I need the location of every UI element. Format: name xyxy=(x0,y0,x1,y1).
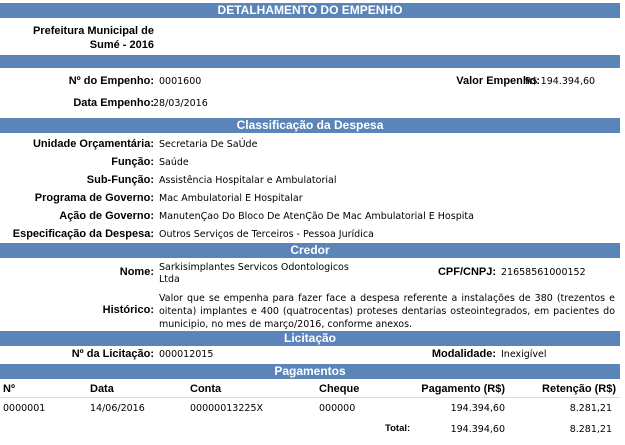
page-title-bar xyxy=(0,3,620,18)
empenho-date-label: Data Empenho: xyxy=(73,97,154,109)
empenho-date-value: 28/03/2016 xyxy=(153,98,208,109)
empenho-amount-value: R$ 194.394,60 xyxy=(525,76,596,87)
section-header-pagamentos xyxy=(0,364,620,379)
cell-cheque: 000000 xyxy=(319,403,356,414)
section-divider-bar xyxy=(0,55,620,68)
empenho-number-value: 0001600 xyxy=(159,76,202,87)
empenho-amount-label: Valor Empenho: xyxy=(456,75,540,87)
cell-pagamento: 194.394,60 xyxy=(450,403,505,414)
class-row-value: Saúde xyxy=(159,157,189,168)
table-header-pagamento: Pagamento (R$) xyxy=(421,383,505,395)
total-retencao: 8.281,21 xyxy=(569,424,612,435)
class-row-value: Assistência Hospitalar e Ambulatorial xyxy=(159,175,337,186)
creditor-name-line2: Ltda xyxy=(159,274,180,285)
section-header-licitacao xyxy=(0,331,620,346)
class-row-label: Programa de Governo: xyxy=(34,192,154,204)
creditor-history-label: Histórico: xyxy=(102,304,154,316)
table-header-cheque: Cheque xyxy=(319,383,360,395)
creditor-cpf-label: CPF/CNPJ: xyxy=(437,266,496,278)
bidding-number-value: 000012015 xyxy=(159,349,214,360)
class-row-label: Unidade Orçamentária: xyxy=(32,138,154,150)
page-title: DETALHAMENTO DO EMPENHO xyxy=(217,3,403,17)
class-row-value: ManutenÇao Do Bloco De AtenÇão De Mac Ambulatorial E Hospita xyxy=(159,211,474,222)
table-header-numero: Nº xyxy=(3,383,15,395)
cell-retencao: 8.281,21 xyxy=(569,403,612,414)
bidding-modality-value: Inexigível xyxy=(501,349,547,360)
table-divider xyxy=(0,397,620,398)
table-header-conta: Conta xyxy=(190,383,222,395)
org-name-line2: Sumé - 2016 xyxy=(89,39,154,51)
creditor-name-value xyxy=(159,262,349,286)
section-header-classificacao xyxy=(0,118,620,133)
empenho-number-label: Nº do Empenho: xyxy=(68,75,154,87)
bidding-modality-label: Modalidade: xyxy=(431,348,496,360)
class-row-label: Ação de Governo: xyxy=(59,210,154,222)
class-row-value: Outros Serviços de Terceiros - Pessoa Jurídica xyxy=(159,229,374,240)
cell-numero: 0000001 xyxy=(3,403,46,414)
creditor-name-label: Nome: xyxy=(119,266,154,278)
section-title: Classificação da Despesa xyxy=(236,118,384,132)
org-name-line1: Prefeitura Municipal de xyxy=(32,25,154,37)
class-row-value: Mac Ambulatorial E Hospitalar xyxy=(159,193,303,204)
class-row-label: Sub-Função: xyxy=(86,174,154,186)
org-name xyxy=(0,24,154,52)
total-pagamento: 194.394,60 xyxy=(450,424,505,435)
total-label: Total: xyxy=(385,423,411,434)
class-row-value: Secretaria De SaÚde xyxy=(159,139,258,150)
class-row-label: Especificação da Despesa: xyxy=(12,228,154,240)
creditor-cpf-value: 21658561000152 xyxy=(501,267,586,278)
section-header-credor xyxy=(0,243,620,258)
creditor-name-line1: Sarkisimplantes Servicos Odontologicos xyxy=(159,262,349,273)
table-header-data: Data xyxy=(90,383,114,395)
table-header-retencao: Retenção (R$) xyxy=(542,383,616,395)
bidding-number-label: Nº da Licitação: xyxy=(71,348,154,360)
section-title: Licitação xyxy=(283,331,337,345)
class-row-label: Função: xyxy=(111,156,154,168)
section-title: Credor xyxy=(290,243,330,257)
section-title: Pagamentos xyxy=(274,364,346,378)
cell-data: 14/06/2016 xyxy=(90,403,145,414)
cell-conta: 00000013225X xyxy=(190,403,263,414)
creditor-history-text: Valor que se empenha para fazer face a despesa referente a instalações de 380 (trezentos e oitenta) implantes e 400 (quatrocentas) proteses dentarias osteointegrados, em pacientes do municipio, no mes de março/2016, conforme anexos. xyxy=(159,293,615,330)
